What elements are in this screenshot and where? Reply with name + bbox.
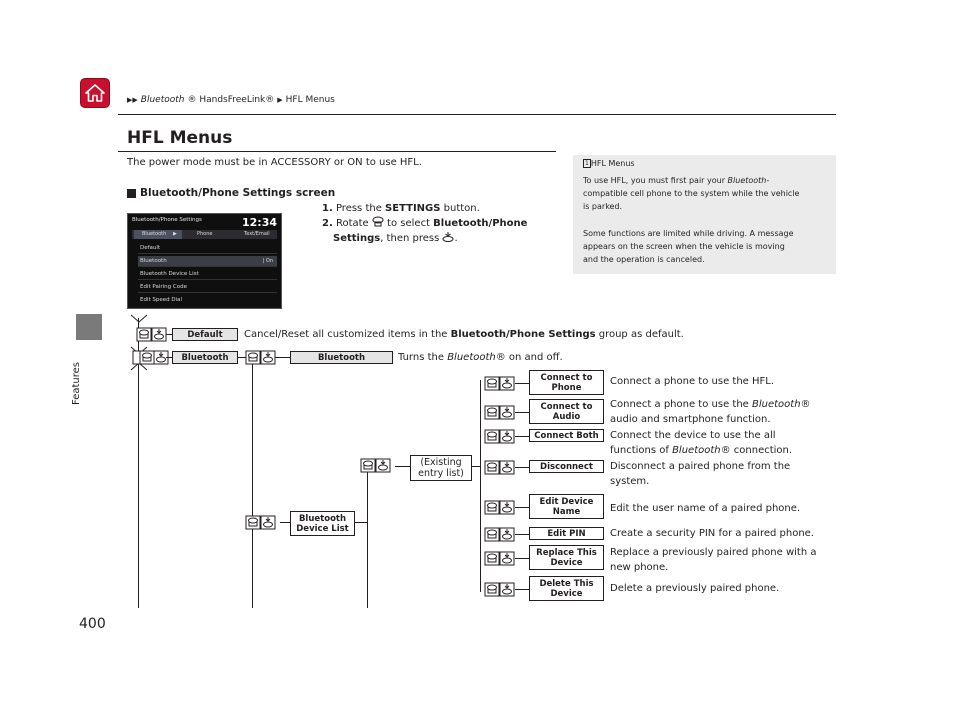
submenu-description: Connect a phone to use the Bluetooth® audio and smartphone function.: [610, 399, 811, 425]
default-menu-item[interactable]: Default: [172, 328, 238, 341]
breadcrumb: [127, 95, 335, 105]
device-list-menu-item[interactable]: Bluetooth Device List: [290, 511, 355, 536]
home-button[interactable]: [80, 78, 110, 108]
home-icon: [84, 83, 106, 103]
title-divider: [118, 151, 556, 152]
submenu-item-edit-pin[interactable]: Edit PIN: [529, 527, 604, 540]
bluetooth-menu-item[interactable]: Bluetooth: [172, 351, 238, 364]
connector-line: [472, 466, 480, 467]
screen-tab-phone: Phone: [197, 231, 213, 237]
device-list-line: [367, 464, 368, 608]
screen-tab-text-email: Text/Email: [244, 231, 270, 237]
dial-rotate-press-icon: [360, 458, 396, 473]
trunk-arrow-icon: [130, 314, 148, 324]
connector-line: [515, 507, 529, 508]
breadcrumb-item-suffix[interactable]: ® HandsFreeLink®: [187, 95, 275, 105]
existing-entry-list[interactable]: (Existing entry list): [410, 455, 472, 481]
bullet-square-icon: [127, 189, 136, 198]
submenu-description: Create a security PIN for a paired phone.: [610, 528, 814, 539]
submenu-item-connect-to-phone[interactable]: Connect to Phone: [529, 370, 604, 395]
connector-line: [515, 589, 529, 590]
page-title: HFL Menus: [127, 128, 233, 148]
submenu-description: Connect a phone to use the HFL.: [610, 376, 775, 387]
section-tab: [76, 314, 102, 340]
note-heading: 1 HFL Menus: [585, 159, 635, 168]
breadcrumb-item-hfl-menus[interactable]: HFL Menus: [285, 95, 335, 105]
note-p2-line1: Some functions are limited while driving. A message: [583, 229, 794, 238]
step-2: 2. Rotate to select Bluetooth/Phone: [322, 218, 528, 229]
interface-dial-rotate-icon: [372, 216, 384, 227]
submenu-description: Replace a previously paired phone with a new phone.: [610, 547, 817, 573]
connector-line: [515, 436, 529, 437]
connector-line: [280, 522, 290, 523]
existing-list-line: [480, 380, 481, 592]
note-p1-line3: is parked.: [583, 202, 623, 211]
step-2-continued: Settings, then press .: [333, 233, 458, 244]
connector-line: [355, 522, 367, 523]
connector-line: [515, 558, 529, 559]
screen-row-speed-dial: Edit Speed Dial: [140, 297, 183, 303]
submenu-item-edit-device-name[interactable]: Edit Device Name: [529, 494, 604, 519]
header-divider: [118, 114, 836, 115]
screen-tab-arrow-icon: ▶: [173, 231, 177, 237]
connector-line: [515, 467, 529, 468]
settings-screen-image: [127, 213, 282, 309]
bluetooth-description: Turns the Bluetooth® on and off.: [398, 352, 563, 363]
section-heading: [127, 187, 335, 199]
submenu-description: Connect the device to use the all functions of Bluetooth® connection.: [610, 430, 793, 456]
default-description: Cancel/Reset all customized items in the Bluetooth/Phone Settings group as default.: [244, 329, 684, 340]
submenu-description: Delete a previously paired phone.: [610, 583, 780, 594]
screen-row-pairing-code: Edit Pairing Code: [138, 282, 277, 293]
note-p2-line2: appears on the screen when the vehicle is moving: [583, 242, 785, 251]
submenu-item-replace-this-device[interactable]: Replace This Device: [529, 545, 604, 570]
note-p2-line3: and the operation is canceled.: [583, 255, 705, 264]
page-number: 400: [79, 616, 106, 632]
submenu-item-delete-this-device[interactable]: Delete This Device: [529, 576, 604, 601]
section-label: Features: [71, 362, 82, 405]
submenu-item-disconnect[interactable]: Disconnect: [529, 460, 604, 473]
bluetooth-toggle-item[interactable]: Bluetooth: [290, 351, 393, 364]
note-icon: 1: [585, 160, 589, 167]
connector-line: [515, 534, 529, 535]
screen-time: 12:34: [241, 216, 277, 229]
note-p1-line2: compatible cell phone to the system while the vehicle: [583, 189, 800, 198]
tree-branch-line: [252, 356, 253, 608]
screen-title: Bluetooth/Phone Settings: [132, 217, 202, 223]
dial-rotate-press-icon: [245, 350, 281, 365]
step-1: 1. Press the SETTINGS button.: [322, 203, 480, 214]
submenu-item-connect-to-audio[interactable]: Connect to Audio: [529, 399, 604, 424]
screen-tab-bluetooth: Bluetooth: [142, 231, 167, 237]
screen-row-bluetooth: Bluetooth | On: [138, 256, 277, 267]
dial-rotate-press-icon: [245, 515, 281, 530]
submenu-item-connect-both[interactable]: Connect Both: [529, 429, 604, 442]
screen-row-default: Default: [138, 243, 277, 254]
connector-line: [280, 357, 290, 358]
note-p1-line1: To use HFL, you must first pair your Bluetooth-: [583, 176, 770, 185]
breadcrumb-item-bluetooth[interactable]: Bluetooth: [140, 95, 185, 105]
submenu-description: Edit the user name of a paired phone.: [610, 503, 801, 514]
screen-row-device-list: Bluetooth Device List: [138, 269, 277, 280]
section-heading-text: Bluetooth/Phone Settings screen: [140, 187, 336, 199]
connector-line: [515, 383, 529, 384]
breadcrumb-arrow-icon: ▶▶: [127, 96, 138, 104]
connector-line: [395, 466, 410, 467]
connector-line: [515, 412, 529, 413]
breadcrumb-arrow-icon: ▶: [277, 96, 283, 104]
screen-row-on-label: | On: [262, 258, 273, 264]
interface-dial-press-icon: [442, 231, 454, 242]
submenu-description: Disconnect a paired phone from the system.: [610, 461, 791, 487]
intro-text: The power mode must be in ACCESSORY or ON to use HFL.: [127, 157, 422, 168]
